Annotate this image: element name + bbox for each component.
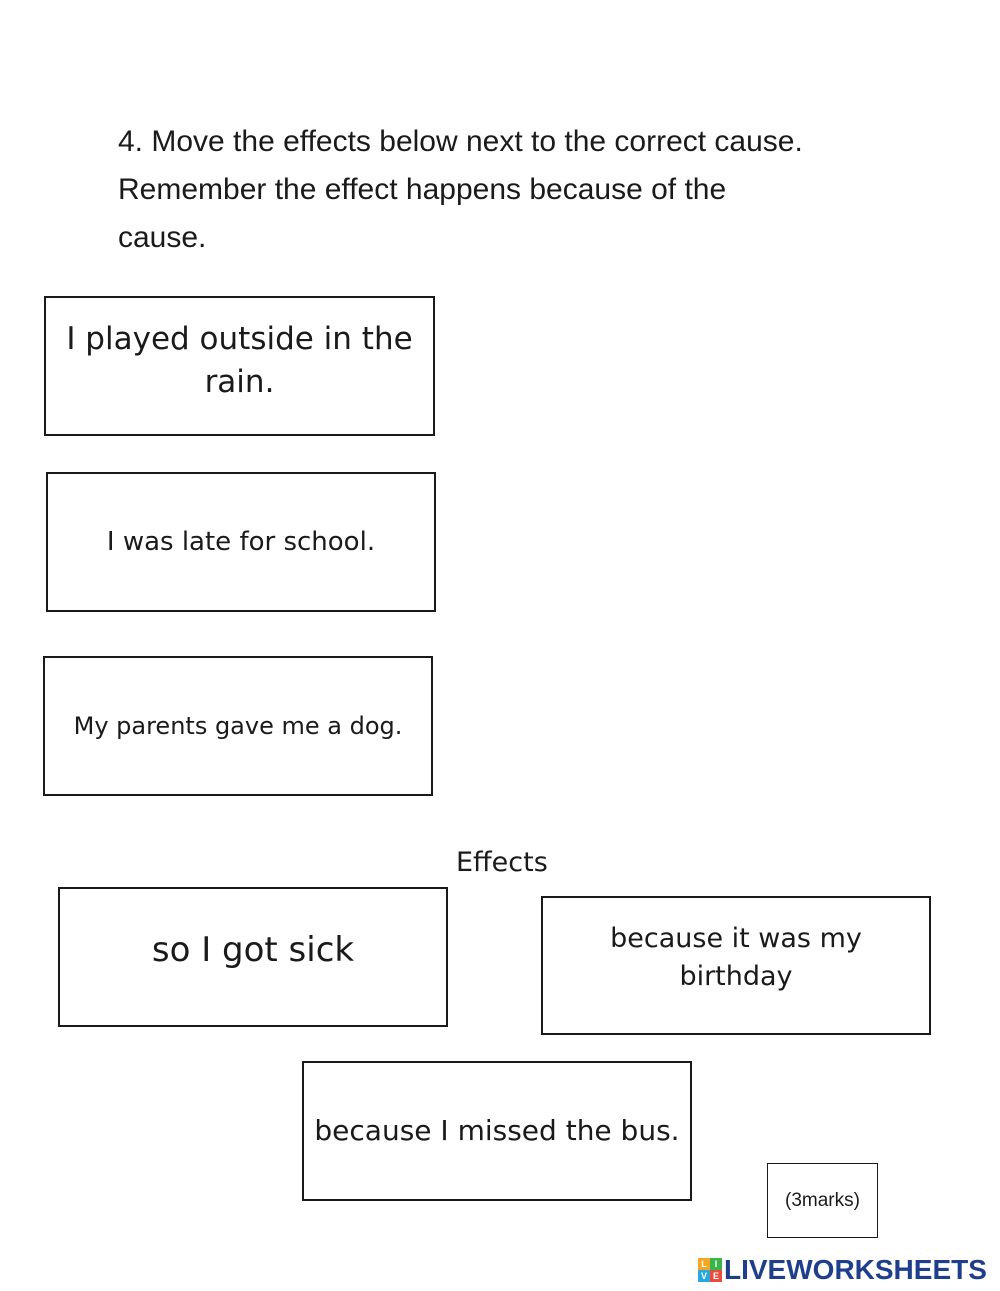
marks-badge: (3marks) (767, 1163, 878, 1238)
instructions (118, 118, 918, 262)
effects-heading: Effects (456, 847, 548, 878)
liveworksheets-logo-icon (698, 1258, 722, 1282)
instruction-line-2: Remember the effect happens because of the (118, 173, 727, 206)
cause-box-2[interactable] (46, 472, 436, 612)
logo-letter-l: L (698, 1258, 710, 1270)
cause-box-1[interactable] (44, 296, 435, 436)
logo-letter-i: I (710, 1258, 722, 1270)
effect-text-2: because it was my birthday (610, 923, 862, 992)
effect-card-1[interactable] (58, 887, 448, 1027)
effect-text-1: so I got sick (151, 930, 355, 970)
effect-card-3[interactable] (302, 1061, 692, 1201)
instruction-line-3: cause. (118, 221, 207, 254)
cause-text-1: I played outside in the rain. (66, 321, 413, 400)
liveworksheets-brand[interactable] (698, 1254, 987, 1286)
cause-text-2: I was late for school. (106, 527, 376, 557)
logo-letter-v: V (698, 1270, 710, 1282)
cause-box-3[interactable] (43, 656, 433, 796)
brand-name: LIVEWORKSHEETS (724, 1254, 987, 1285)
logo-letter-e: E (710, 1270, 722, 1282)
effect-card-2[interactable] (541, 896, 931, 1035)
effect-text-3: because I missed the bus. (314, 1114, 680, 1147)
cause-text-3: My parents gave me a dog. (73, 712, 403, 740)
instruction-line-1: 4. Move the effects below next to the correct cause. (118, 125, 803, 158)
